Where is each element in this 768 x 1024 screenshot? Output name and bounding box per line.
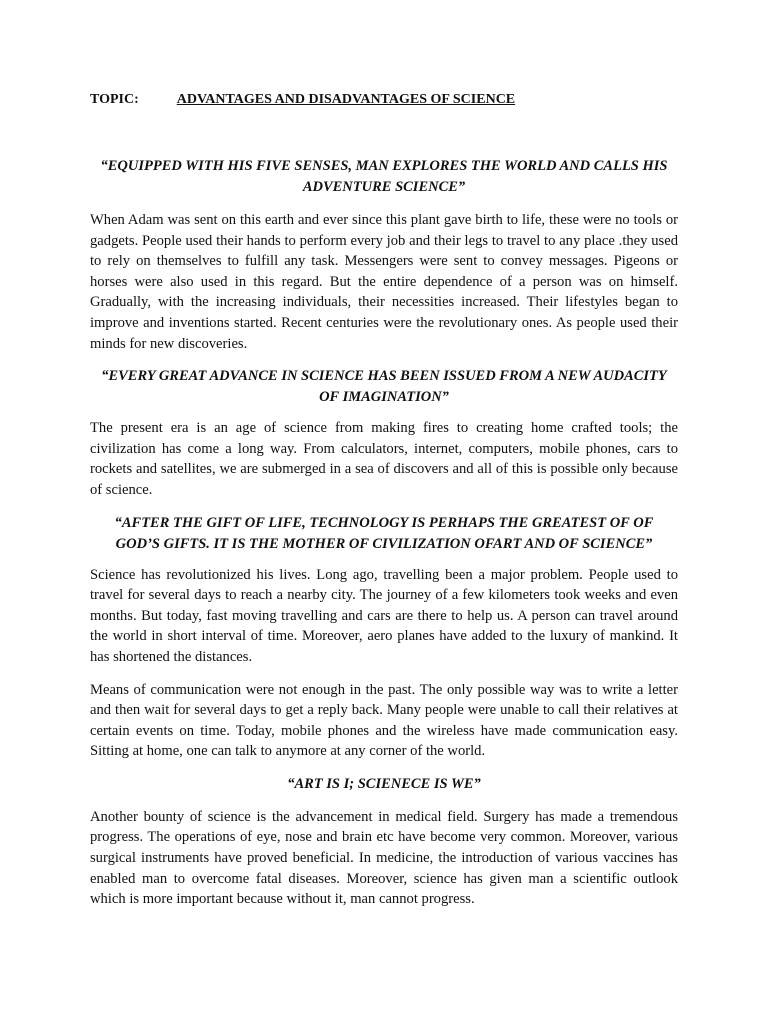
topic-title: ADVANTAGES AND DISADVANTAGES OF SCIENCE	[176, 92, 516, 107]
paragraph-communication: Means of communication were not enough in the past. The only possible way was to write a letter and then wait for several days to get a reply back. Many people were unable to call their relatives at certain events on time. Today, mobile phones and the wireless have made communication easy. Sitting at home, one can talk to anymore at any corner of the world.	[90, 681, 678, 760]
paragraph-present-era: The present era is an age of science from making fires to creating home crafted tools; the civilization has come a long way. From calculators, internet, computers, mobile phones, cars to rockets and satellites, we are submerged in a sea of discovers and all of this is possible only because of science.	[90, 420, 678, 498]
quote-gift-of-life: “AFTER THE GIFT OF LIFE, TECHNOLOGY IS PERHAPS THE GREATEST OF OF GOD’S GIFTS. IT IS THE MOTHER OF CIVILIZATION OFART AND OF SCIENCE”	[114, 514, 654, 552]
quote-art-science: “ART IS I; SCIENECE IS WE”	[287, 775, 481, 792]
topic-heading	[90, 90, 678, 110]
quote-five-senses: “EQUIPPED WITH HIS FIVE SENSES, MAN EXPLORES THE WORLD AND CALLS HIS ADVENTURE SCIENCE”	[100, 158, 668, 195]
quote-great-advance: “EVERY GREAT ADVANCE IN SCIENCE HAS BEEN ISSUED FROM A NEW AUDACITY OF IMAGINATION”	[101, 368, 667, 406]
paragraph-origins: When Adam was sent on this earth and ever since this plant gave birth to life, these were no tools or gadgets. People used their hands to perform every job and their legs to travel to any place .they used to rely on themselves to fulfill any task. Messengers were sent to convey messages. Pigeons or horses were also used in this regard. But the entire dependence of a person was on himself. Gradually, with the increasing individuals, their necessities increased. Their lifestyles began to improve and inventions started. Recent centuries were the revolutionary ones. As people used their minds for new discoveries.	[90, 212, 678, 352]
topic-label: TOPIC:	[90, 92, 139, 107]
paragraph-travel: Science has revolutionized his lives. Long ago, travelling been a major problem. People used to travel for several days to reach a nearby city. The journey of a few kilometers took weeks and even months. But today, fast moving travelling and cars are there to help us. A person can travel around the world in short interval of time. Moreover, aero planes have added to the luxury of mankind. It has shortened the distances.	[90, 566, 678, 665]
paragraph-medical: Another bounty of science is the advancement in medical field. Surgery has made a tremendous progress. The operations of eye, nose and brain etc have become very common. Moreover, various surgical instruments have proved beneficial. In medicine, the introduction of various vaccines has enabled man to overcome fatal diseases. Moreover, science has given man a scientific outlook which is more important because without it, man cannot progress.	[90, 808, 678, 908]
